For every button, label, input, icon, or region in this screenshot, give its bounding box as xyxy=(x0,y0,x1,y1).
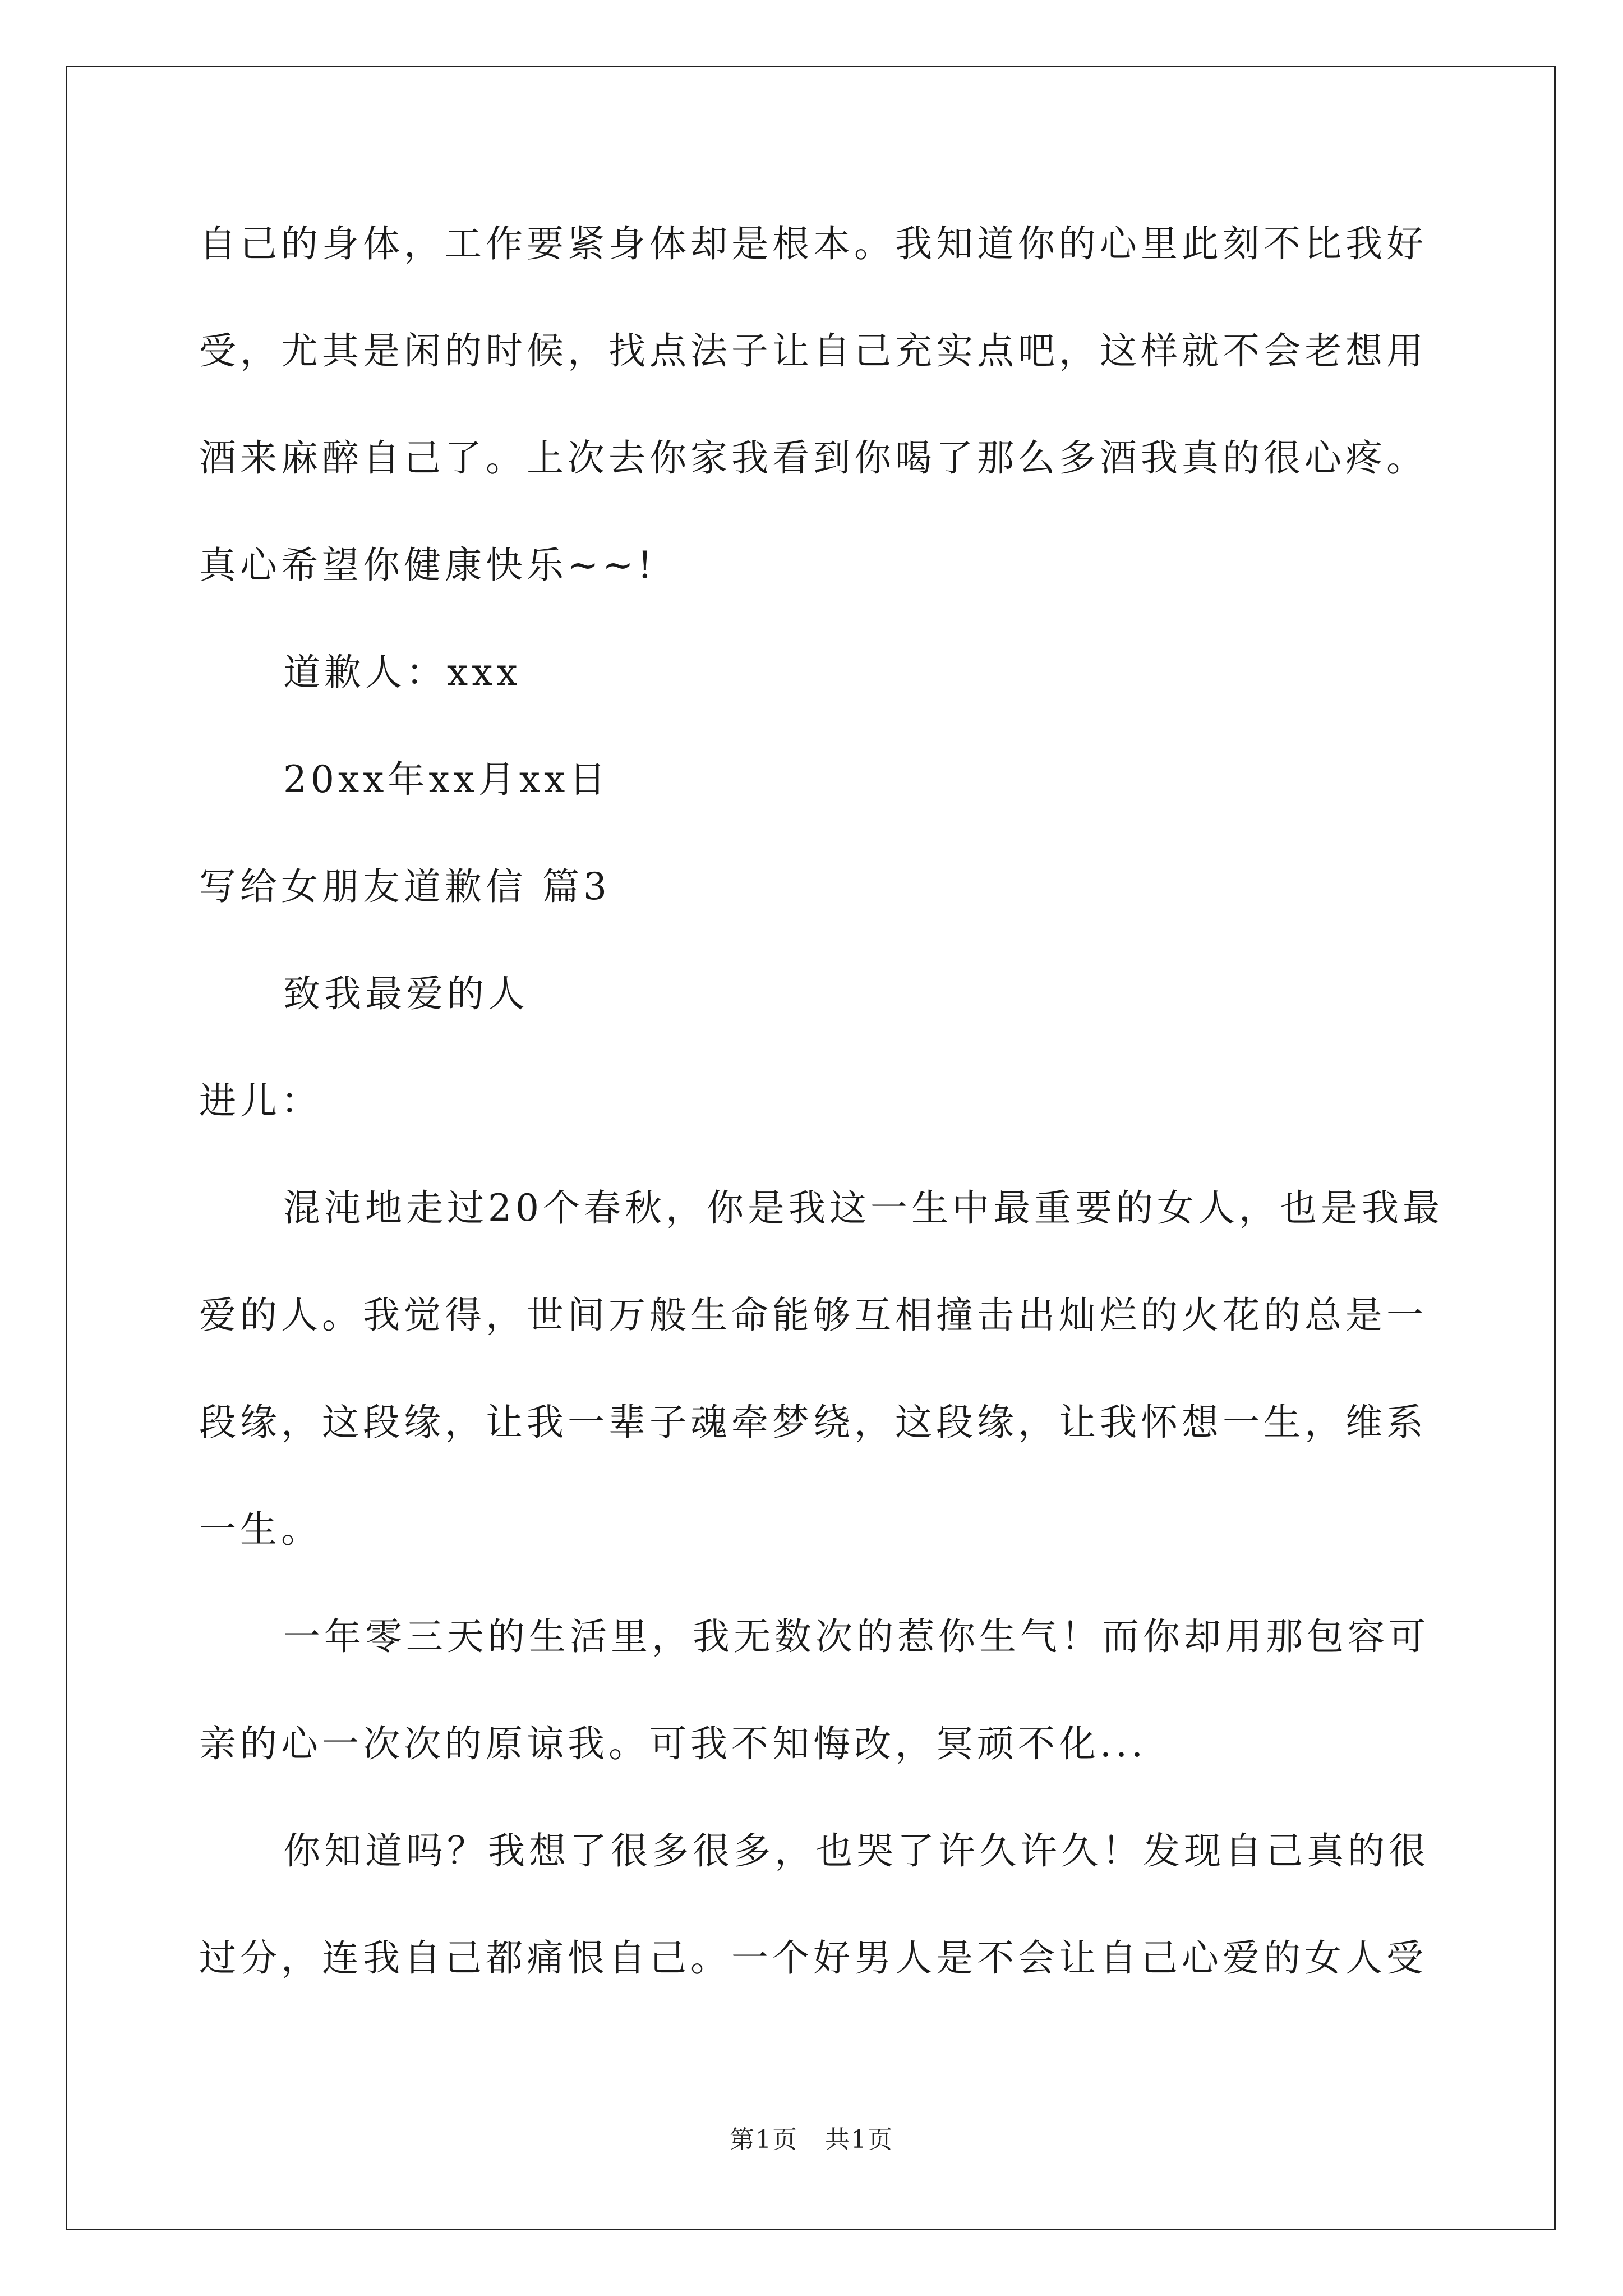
text-line: 混沌地走过20个春秋，你是我这一生中最重要的女人，也是我最 xyxy=(283,1186,1444,1230)
page-footer xyxy=(0,2123,1623,2157)
page-number: 第1页 xyxy=(730,2125,798,2154)
text-line: 段缘，这段缘，让我一辈子魂牵梦绕，这段缘，让我怀想一生，维系 xyxy=(199,1401,1427,1444)
page-total: 共1页 xyxy=(825,2125,893,2154)
text-line: 过分，连我自己都痛恨自己。一个好男人是不会让自己心爱的女人受 xyxy=(199,1936,1427,1980)
text-line: 受，尤其是闲的时候，找点法子让自己充实点吧，这样就不会老想用 xyxy=(199,329,1427,372)
salutation-line: 致我最爱的人 xyxy=(283,972,529,1015)
text-line: 真心希望你健康快乐~~! xyxy=(199,544,657,587)
text-line: 一生。 xyxy=(199,1508,322,1551)
text-line: 一年零三天的生活里，我无数次的惹你生气！而你却用那包容可 xyxy=(283,1615,1430,1658)
date-line: 20xx年xx月xx日 xyxy=(283,758,610,801)
text-line: 酒来麻醉自己了。上次去你家我看到你喝了那么多酒我真的很心疼。 xyxy=(199,436,1427,480)
section-heading: 写给女朋友道歉信 篇3 xyxy=(199,865,611,908)
recipient-line: 进儿： xyxy=(199,1079,322,1122)
text-line: 亲的心一次次的原谅我。可我不知悔改，冥顽不化... xyxy=(199,1722,1147,1765)
document-body xyxy=(199,216,1444,2037)
text-line: 爱的人。我觉得，世间万般生命能够互相撞击出灿烂的火花的总是一 xyxy=(199,1294,1427,1337)
signature-line: 道歉人：xxx xyxy=(283,651,522,694)
text-line: 自己的身体，工作要紧身体却是根本。我知道你的心里此刻不比我好 xyxy=(199,222,1427,265)
text-line: 你知道吗？我想了很多很多，也哭了许久许久！发现自己真的很 xyxy=(283,1829,1430,1872)
